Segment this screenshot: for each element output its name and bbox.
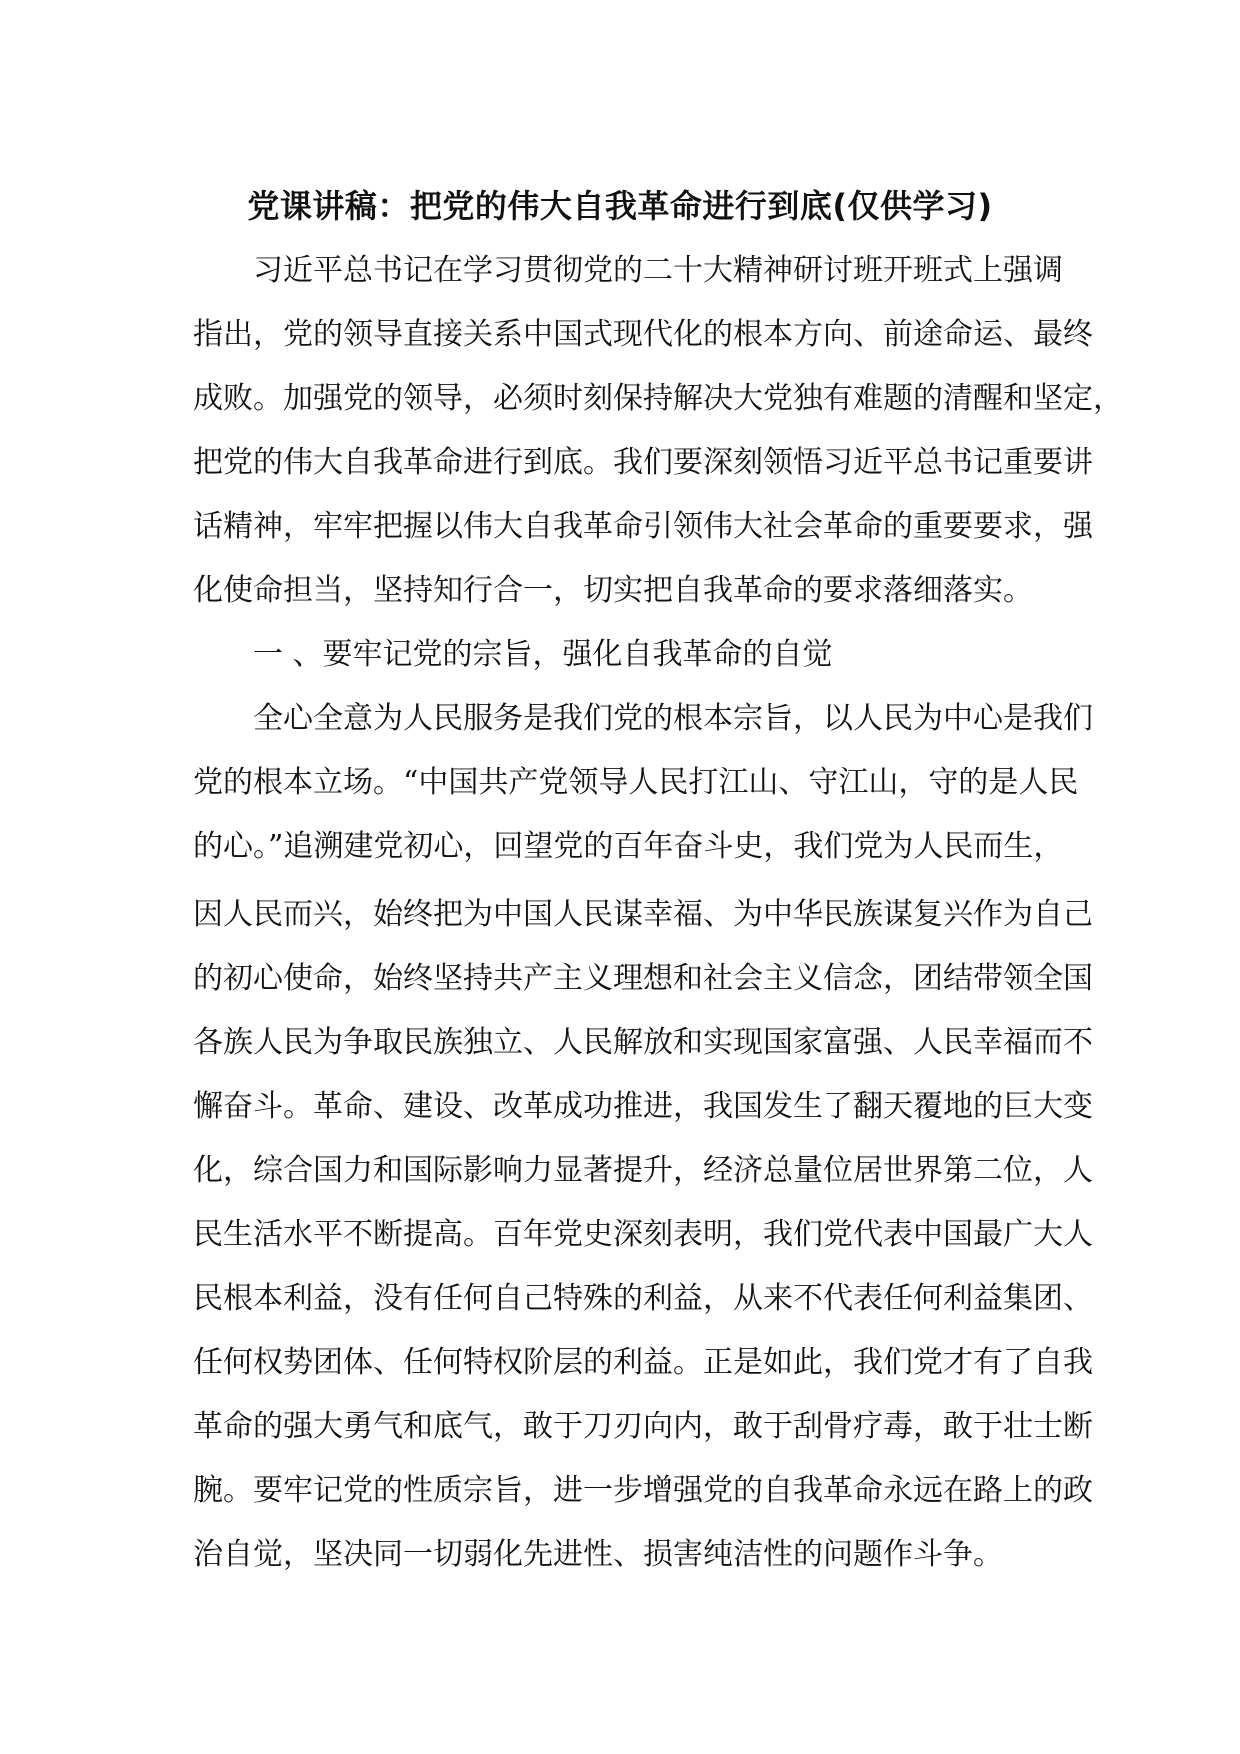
paragraph-line: 全心全意为人民服务是我们党的根本宗旨，以人民为中心是我们 xyxy=(253,701,1093,736)
document-title: 党课讲稿：把党的伟大自我革命进行到底(仅供学习) xyxy=(247,187,993,225)
paragraph-line: 习近平总书记在学习贯彻党的二十大精神研讨班开班式上强调 xyxy=(253,253,1063,288)
paragraph-line: 各族人民为争取民族独立、人民解放和实现国家富强、人民幸福而不 xyxy=(193,1025,1093,1060)
section-heading: 一 、要牢记党的宗旨，强化自我革命的自觉 xyxy=(253,637,833,672)
paragraph-line: 指出，党的领导直接关系中国式现代化的根本方向、前途命运、最终 xyxy=(193,317,1093,352)
paragraph-line: 化使命担当，坚持知行合一，切实把自我革命的要求落细落实。 xyxy=(193,573,1033,608)
paragraph-line: 民根本利益，没有任何自己特殊的利益，从来不代表任何利益集团、 xyxy=(193,1281,1093,1316)
paragraph-line: 懈奋斗。革命、建设、改革成功推进，我国发生了翻天覆地的巨大变 xyxy=(193,1089,1093,1124)
paragraph-line: 革命的强大勇气和底气，敢于刀刃向内，敢于刮骨疗毒，敢于壮士断 xyxy=(193,1409,1093,1444)
paragraph-line: 化，综合国力和国际影响力显著提升，经济总量位居世界第二位，人 xyxy=(193,1153,1093,1188)
paragraph-line: 的心。”追溯建党初心，回望党的百年奋斗史，我们党为人民而生， xyxy=(193,829,1064,864)
paragraph-line: 的初心使命，始终坚持共产主义理想和社会主义信念，团结带领全国 xyxy=(193,961,1093,996)
paragraph-line: 成败。加强党的领导，必须时刻保持解决大党独有难题的清醒和坚定， xyxy=(193,381,1123,416)
paragraph-line: 话精神，牢牢把握以伟大自我革命引领伟大社会革命的重要要求，强 xyxy=(193,509,1093,544)
paragraph-line: 治自觉，坚决同一切弱化先进性、损害纯洁性的问题作斗争。 xyxy=(193,1537,1003,1572)
paragraph-line: 因人民而兴，始终把为中国人民谋幸福、为中华民族谋复兴作为自己 xyxy=(193,897,1093,932)
paragraph-line: 民生活水平不断提高。百年党史深刻表明，我们党代表中国最广大人 xyxy=(193,1217,1093,1252)
paragraph-line: 任何权势团体、任何特权阶层的利益。正是如此，我们党才有了自我 xyxy=(193,1345,1093,1380)
paragraph-line: 党的根本立场。“中国共产党领导人民打江山、守江山，守的是人民 xyxy=(193,765,1079,800)
paragraph-line: 把党的伟大自我革命进行到底。我们要深刻领悟习近平总书记重要讲 xyxy=(193,445,1093,480)
paragraph-line: 腕。要牢记党的性质宗旨，进一步增强党的自我革命永远在路上的政 xyxy=(193,1473,1093,1508)
